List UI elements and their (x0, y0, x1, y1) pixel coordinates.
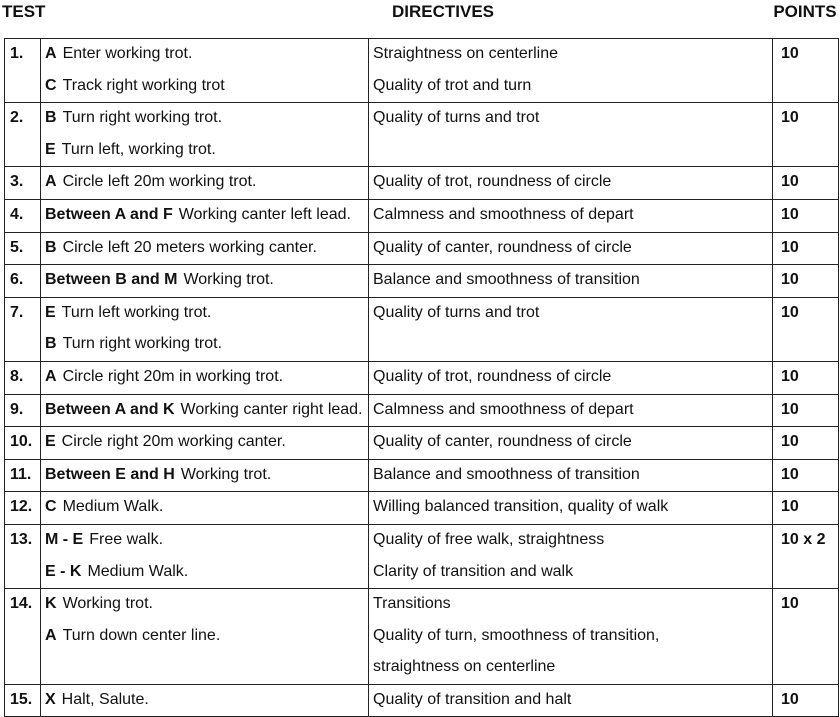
movement-line (45, 362, 368, 394)
movement-letter: E (45, 433, 56, 451)
movement-letter: A (45, 626, 57, 644)
table-row (5, 427, 839, 460)
movement-line (45, 298, 368, 330)
directives-cell (369, 589, 773, 685)
test-number (5, 199, 41, 232)
movement-cell (41, 199, 369, 232)
points-cell (773, 39, 839, 103)
directives-cell (369, 427, 773, 460)
test-number (5, 589, 41, 685)
directive-line: Straightness on centerline (373, 45, 558, 62)
points-cell (773, 427, 839, 460)
test-number-text: 15. (10, 690, 33, 708)
movement-cell (41, 39, 369, 103)
movement-cell (41, 524, 369, 588)
test-number-text: 12. (10, 498, 33, 516)
test-number (5, 265, 41, 298)
movement-line (45, 329, 368, 361)
table-row (5, 492, 839, 525)
movement-text: Circle right 20m in working trot. (62, 367, 284, 385)
points-value: 10 (781, 238, 799, 256)
movement-text: Working trot. (62, 595, 153, 613)
movement-line (45, 685, 368, 717)
movement-letter: Between E and H (45, 465, 175, 483)
header-points: POINTS (773, 2, 837, 21)
table-row (5, 167, 839, 200)
directives-cell (369, 199, 773, 232)
directive-line: Quality of transition and halt (373, 690, 572, 708)
points-value: 10 (781, 595, 799, 613)
points-cell (773, 103, 839, 167)
directive-line: Quality of turn, smoothness of transition, (373, 626, 660, 644)
directives-cell (369, 492, 773, 525)
movement-line (45, 427, 368, 459)
movement-line (45, 557, 368, 589)
movement-text: Turn left working trot. (61, 303, 212, 321)
test-number (5, 524, 41, 588)
movement-line (45, 71, 368, 103)
movement-line (45, 621, 368, 653)
table-row (5, 361, 839, 394)
movement-line (45, 39, 368, 71)
test-number (5, 394, 41, 427)
directive-line: Quality of canter, roundness of circle (373, 433, 632, 451)
movement-letter: B (45, 238, 57, 256)
points-value: 10 (781, 690, 799, 708)
directive-line (373, 329, 772, 361)
directives-cell (369, 232, 773, 265)
movement-cell (41, 103, 369, 167)
points-value: 10 (781, 205, 799, 223)
test-number-text: 13. (10, 530, 33, 548)
movement-text: Track right working trot (62, 76, 225, 94)
movement-line (45, 135, 368, 167)
directive-line: Quality of trot, roundness of circle (373, 173, 612, 191)
movement-letter: M - E (45, 530, 84, 548)
table-row (5, 232, 839, 265)
movement-letter: C (45, 498, 57, 516)
movement-cell (41, 394, 369, 427)
movement-text: Turn left, working trot. (61, 140, 216, 158)
directives-cell (369, 524, 773, 588)
test-number-text: 9. (10, 400, 24, 418)
header-test: TEST (2, 2, 46, 21)
test-number (5, 232, 41, 265)
movement-letter: Between B and M (45, 271, 178, 289)
movement-line (45, 652, 368, 684)
movement-cell (41, 492, 369, 525)
test-number-text: 10. (10, 433, 33, 451)
points-value: 10 (781, 465, 799, 483)
directive-line (373, 135, 772, 167)
directive-line: Quality of turns and trot (373, 303, 540, 321)
movement-cell (41, 684, 369, 717)
movement-text: Circle left 20 meters working canter. (62, 238, 317, 256)
test-number (5, 39, 41, 103)
table-row (5, 459, 839, 492)
test-number (5, 427, 41, 460)
points-cell (773, 589, 839, 685)
test-number (5, 684, 41, 717)
movement-cell (41, 589, 369, 685)
movement-line (45, 200, 368, 232)
test-number-text: 4. (10, 205, 24, 223)
movement-text: Turn right working trot. (62, 335, 223, 353)
directives-cell (369, 459, 773, 492)
movement-letter: A (45, 173, 57, 191)
movement-text: Circle left 20m working trot. (62, 173, 257, 191)
movement-text: Working trot. (180, 465, 272, 483)
test-number-text: 11. (10, 465, 32, 483)
directives-cell (369, 394, 773, 427)
dressage-test-table (4, 38, 839, 717)
test-number (5, 167, 41, 200)
test-number-text: 7. (10, 303, 24, 321)
table-row (5, 39, 839, 103)
movement-cell (41, 459, 369, 492)
movement-line (45, 589, 368, 621)
points-value: 10 (781, 271, 799, 289)
movement-letter: Between A and F (45, 205, 173, 223)
table-body (5, 39, 839, 717)
points-value: 10 (781, 45, 799, 62)
points-cell (773, 361, 839, 394)
points-value: 10 (781, 433, 799, 451)
movement-letter: E - K (45, 562, 82, 580)
table-row (5, 103, 839, 167)
movement-line (45, 492, 368, 524)
directive-line: Transitions (373, 595, 451, 613)
test-number (5, 297, 41, 361)
directive-line: Quality of trot, roundness of circle (373, 367, 612, 385)
movement-cell (41, 167, 369, 200)
movement-text: Medium Walk. (87, 562, 189, 580)
movement-text: Circle right 20m working canter. (61, 433, 286, 451)
directives-cell (369, 297, 773, 361)
directive-line: Willing balanced transition, quality of walk (373, 498, 669, 516)
points-cell (773, 232, 839, 265)
movement-cell (41, 232, 369, 265)
movement-line (45, 525, 368, 557)
directives-cell (369, 39, 773, 103)
movement-text: Medium Walk. (62, 498, 164, 516)
test-number (5, 361, 41, 394)
points-value: 10 (781, 173, 799, 191)
movement-letter: A (45, 45, 57, 62)
table-row (5, 684, 839, 717)
table-row (5, 589, 839, 685)
points-value: 10 (781, 498, 799, 516)
movement-cell (41, 427, 369, 460)
directive-line: straightness on centerline (373, 658, 556, 676)
table-row (5, 394, 839, 427)
directives-cell (369, 361, 773, 394)
directive-line: Quality of trot and turn (373, 76, 532, 94)
points-cell (773, 297, 839, 361)
points-cell (773, 684, 839, 717)
directive-line: Calmness and smoothness of depart (373, 205, 634, 223)
directive-line: Quality of free walk, straightness (373, 530, 605, 548)
directives-cell (369, 684, 773, 717)
test-number-text: 3. (10, 173, 24, 191)
points-cell (773, 524, 839, 588)
test-number (5, 492, 41, 525)
movement-text: Halt, Salute. (61, 690, 149, 708)
table-row (5, 199, 839, 232)
directive-line: Balance and smoothness of transition (373, 465, 640, 483)
movement-line (45, 233, 368, 265)
movement-line (45, 395, 368, 427)
points-cell (773, 167, 839, 200)
test-number-text: 6. (10, 271, 24, 289)
movement-text: Working canter right lead. (180, 400, 363, 418)
movement-letter: E (45, 140, 56, 158)
movement-letter: A (45, 367, 57, 385)
test-number-text: 5. (10, 238, 24, 256)
movement-line (45, 167, 368, 199)
points-value: 10 x 2 (781, 530, 826, 548)
test-number-text: 8. (10, 367, 24, 385)
movement-text: Turn right working trot. (62, 109, 223, 127)
test-number-text: 1. (10, 45, 24, 62)
movement-text: Turn down center line. (62, 626, 221, 644)
movement-letter: B (45, 335, 57, 353)
table-row (5, 297, 839, 361)
table-row (5, 524, 839, 588)
movement-line (45, 265, 368, 297)
movement-cell (41, 265, 369, 298)
movement-letter: C (45, 76, 57, 94)
test-number-text: 2. (10, 109, 24, 127)
points-value: 10 (781, 400, 799, 418)
points-value: 10 (781, 367, 799, 385)
table-row (5, 265, 839, 298)
movement-line (45, 103, 368, 135)
points-cell (773, 459, 839, 492)
movement-line (45, 460, 368, 492)
directive-line: Quality of turns and trot (373, 109, 540, 127)
movement-text: Working trot. (183, 271, 274, 289)
movement-text: Free walk. (89, 530, 164, 548)
header-directives: DIRECTIVES (391, 2, 495, 21)
test-number-text: 14. (10, 595, 33, 613)
test-number (5, 103, 41, 167)
points-value: 10 (781, 303, 799, 321)
directives-cell (369, 265, 773, 298)
directive-line: Quality of canter, roundness of circle (373, 238, 632, 256)
points-cell (773, 265, 839, 298)
points-cell (773, 394, 839, 427)
movement-letter: Between A and K (45, 400, 175, 418)
directives-cell (369, 103, 773, 167)
directive-line: Calmness and smoothness of depart (373, 400, 634, 418)
movement-letter: B (45, 109, 57, 127)
movement-text: Working canter left lead. (178, 205, 351, 223)
directives-cell (369, 167, 773, 200)
points-value: 10 (781, 109, 799, 127)
movement-text: Enter working trot. (62, 45, 193, 62)
directive-line: Clarity of transition and walk (373, 562, 574, 580)
points-cell (773, 199, 839, 232)
movement-letter: K (45, 595, 57, 613)
movement-cell (41, 361, 369, 394)
movement-letter: E (45, 303, 56, 321)
points-cell (773, 492, 839, 525)
directive-line: Balance and smoothness of transition (373, 271, 640, 289)
test-number (5, 459, 41, 492)
movement-letter: X (45, 690, 56, 708)
movement-cell (41, 297, 369, 361)
